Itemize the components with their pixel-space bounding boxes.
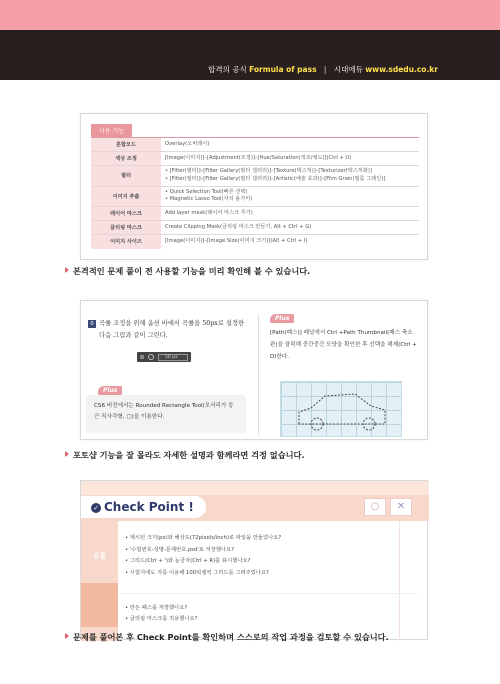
check-point-top-strip	[81, 481, 429, 495]
section-label-common: 공통	[92, 552, 107, 560]
top-pink-band	[0, 0, 500, 30]
row-label: 레이어 마스크	[91, 207, 161, 221]
brand-motto: Formula of pass	[249, 65, 317, 74]
row-label: 색상 조정	[91, 152, 161, 166]
table-row	[91, 221, 419, 235]
publisher-name: 시대에듀	[333, 65, 363, 74]
caption-explanation	[65, 450, 305, 461]
gear-icon	[140, 355, 144, 359]
table-row	[91, 152, 419, 166]
brand-line	[208, 64, 438, 75]
feature-table-panel	[80, 113, 428, 260]
row-value: • Quick Selection Tool(빠른 선택) • Magnetic Lasso Tool(자석 올가미)	[161, 186, 419, 207]
row-value: Create Clipping Mask(클리핑 마스크 만들기, Alt + Ctrl + G)	[161, 221, 419, 235]
table-row	[91, 235, 419, 249]
brand-korean: 합격의 공식	[208, 65, 247, 74]
list-item: • 클리핑 마스크를 적용했나요?	[125, 616, 198, 622]
plus-tip-box	[86, 386, 246, 436]
row-label: 이미지 추출	[91, 186, 161, 207]
explanation-panel	[80, 300, 428, 440]
triangle-marker-icon	[65, 633, 69, 639]
list-item: • 만든 패스를 저장했나요?	[125, 605, 188, 611]
row-label: 혼합모드	[91, 138, 161, 152]
plus-badge-right: Plus	[270, 314, 294, 323]
check-icon: ✓	[91, 503, 101, 513]
check-point-panel	[80, 480, 428, 660]
table-row	[91, 207, 419, 221]
table-row	[91, 138, 419, 152]
list-item: • '수험번호-성명-문제번호.psd'로 저장했나요?	[125, 546, 235, 553]
check-point-title-text: Check Point !	[104, 500, 194, 514]
table-row	[91, 166, 419, 187]
caption-text: 포토샵 기능을 잘 몰라도 자세한 설명과 함께라면 걱정 없습니다.	[73, 450, 305, 460]
plus-badge: Plus	[98, 386, 122, 395]
row-label: 필터	[91, 166, 161, 187]
check-point-title	[91, 500, 194, 514]
question-number: 0	[88, 320, 96, 328]
path-grid-image	[280, 381, 402, 437]
section-divider	[118, 593, 418, 594]
column-divider	[258, 315, 259, 435]
car-path-outline	[281, 382, 403, 438]
feature-table	[91, 137, 419, 249]
row-label: 클리핑 마스크	[91, 221, 161, 235]
row-value: Overlay(오버레이)	[161, 138, 419, 152]
section-label-gap	[81, 583, 118, 627]
caption-features	[65, 266, 310, 277]
radius-icon	[148, 354, 154, 360]
brand-divider: |	[323, 65, 327, 74]
table-row	[91, 186, 419, 207]
section-label-problem1: 문제1번	[86, 652, 113, 660]
triangle-marker-icon	[65, 267, 69, 273]
caption-text: 본격적인 문제 풀이 전 사용할 기능을 미리 확인해 볼 수 있습니다.	[73, 266, 311, 276]
publisher-url[interactable]: www.sdedu.co.kr	[365, 65, 438, 74]
caption-check-point	[65, 632, 389, 643]
right-tip-text: [Path(패스)] 패널에서 Ctrl +Path Thumbnail(패스 축소판)을 클릭해 중간중간 모양을 확인한 후 선택을 해제(Ctrl + D)한다.	[270, 330, 417, 360]
feature-tag: 사용 기능	[91, 124, 132, 137]
row-value: [Image(이미지)]–[Image Size(이미지 크기)](Alt + Ctrl + I)	[161, 235, 419, 249]
section-label-column	[81, 521, 118, 660]
row-value: Add layer mask(레이어 마스크 추가)	[161, 207, 419, 221]
o-mark-box: ○	[364, 498, 386, 516]
question-text: 곡률 조정을 위해 옵션 바에서 곡률을 50px로 설정한 다음 그림과 같이 그린다.	[99, 320, 245, 339]
list-item: • 제시된 크기(px)와 해상도(72pixels/inch)로 파일을 만들었나요?	[125, 535, 282, 541]
row-value: [Image(이미지)]–[Adjustment(조정)]–[Hue/Saturation(색조/채도)](Ctrl + U)	[161, 152, 419, 166]
caption-text: 문제를 풀어본 후 Check Point를 확인하며 스스로의 작업 과정을 검토할 수 있습니다.	[73, 632, 389, 642]
problem1-checklist	[125, 603, 415, 625]
common-checklist	[125, 533, 415, 579]
plus-tip-text: CS6 버전에서는 Rounded Rectangle Tool(모서리가 둥근 직사각형, ▢)을 이용한다.	[86, 395, 246, 433]
options-bar-image	[137, 352, 191, 362]
x-mark-box: ✕	[390, 498, 412, 516]
triangle-marker-icon	[65, 451, 69, 457]
list-item: • 시험지에도 자를 이용해 100픽셀씩 그리드를 그려주었나요?	[125, 569, 269, 576]
list-item: • 그리드(Ctrl + ')와 눈금자(Ctrl + R)를 표시했나요?	[125, 558, 251, 564]
row-value: • [Filter(필터)]–[Filter Gallery(필터 갤러리)]–[Texture(텍스처)]–[Texturizer(텍스처화)] • [Filter(필터)]–[Filter Gallery(필터 갤러리)]–[Artistic(예술 효과)]–[Film Grain(필름 그레인)]	[161, 166, 419, 187]
radius-field: 50 px	[158, 354, 188, 361]
row-label: 이미지 사이즈	[91, 235, 161, 249]
